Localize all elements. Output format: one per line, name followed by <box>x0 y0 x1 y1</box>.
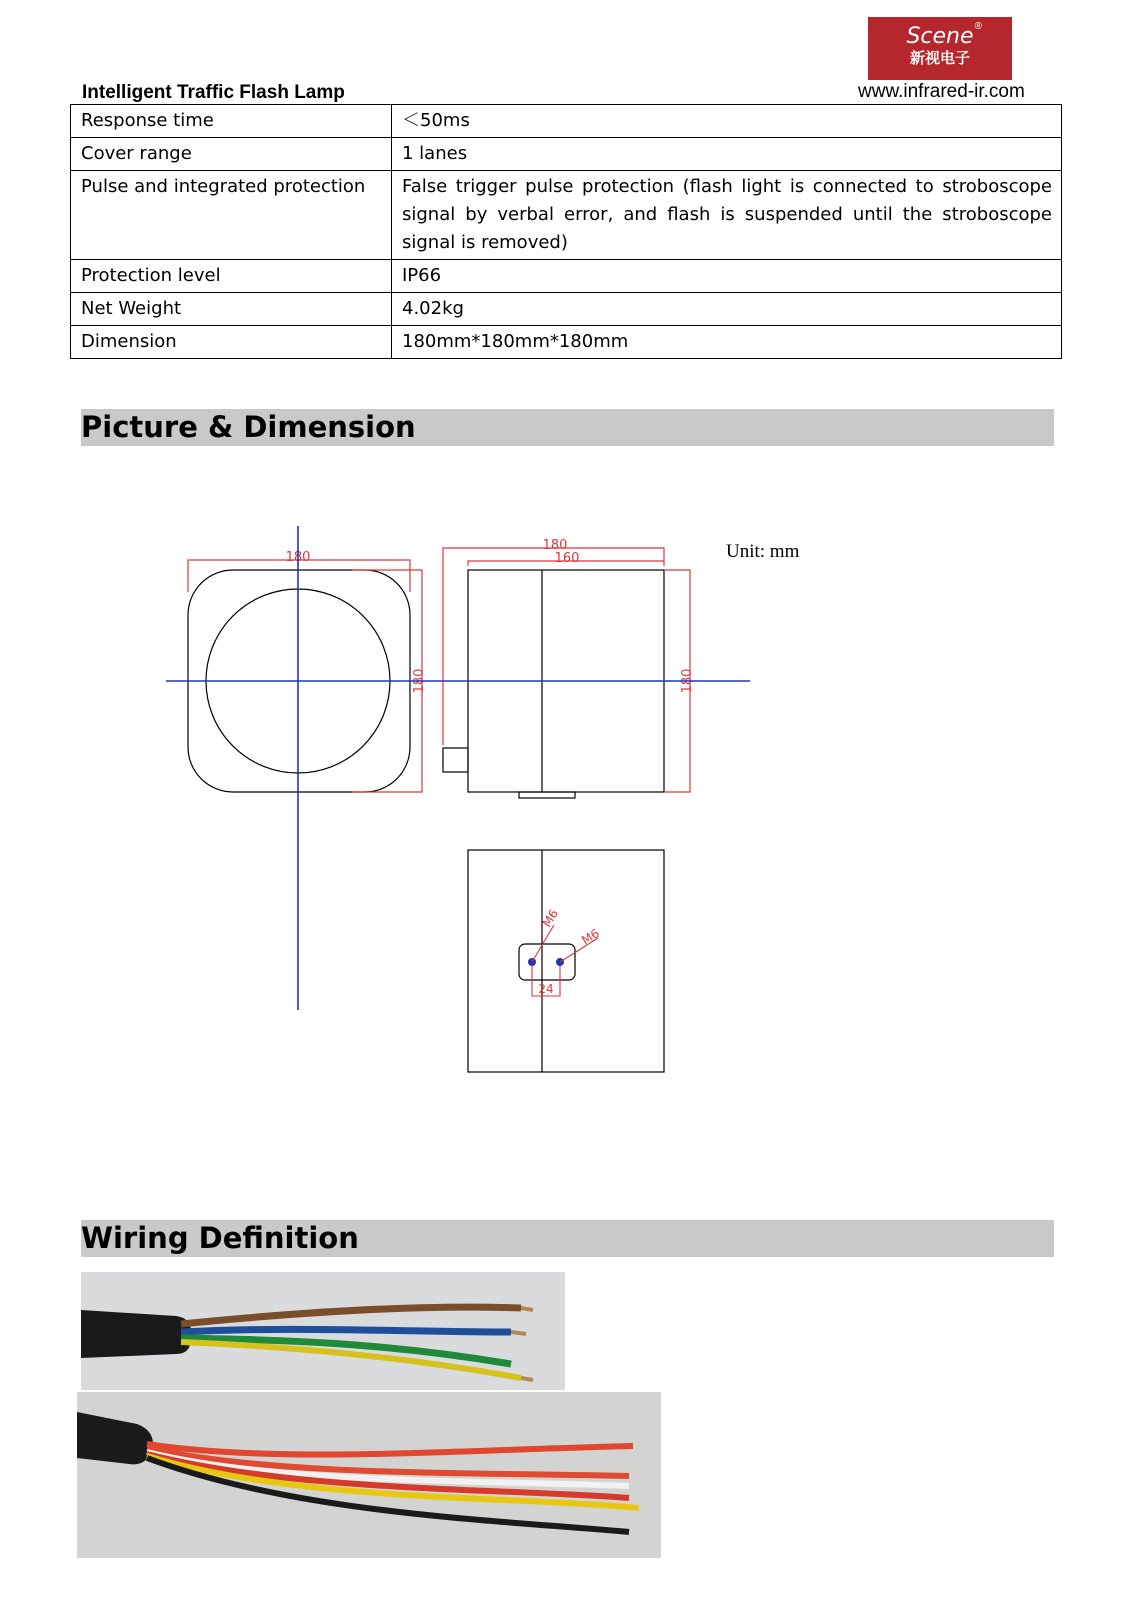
spec-value: 180mm*180mm*180mm <box>392 326 1062 359</box>
side-width-label: 180 <box>542 538 568 553</box>
spec-label: Cover range <box>71 138 392 171</box>
spec-value: 1 lanes <box>392 138 1062 171</box>
table-row <box>71 260 1062 293</box>
front-width-label: 180 <box>285 550 311 565</box>
website-url[interactable]: www.infrared-ir.com <box>858 81 1025 102</box>
section-header-wiring <box>81 1220 1054 1257</box>
document-title: Intelligent Traffic Flash Lamp <box>82 82 345 103</box>
table-row <box>71 138 1062 171</box>
section-header-picture <box>81 409 1054 446</box>
brand-logo <box>868 17 1012 80</box>
side-inner-label: 160 <box>554 551 580 566</box>
side-height-label: 180 <box>680 668 695 694</box>
section-title: Wiring Definition <box>81 1221 359 1255</box>
spec-label: Net Weight <box>71 293 392 326</box>
table-row <box>71 326 1062 359</box>
logo-chinese-text: 新视电子 <box>909 49 970 67</box>
section-title: Picture & Dimension <box>81 410 416 444</box>
hole-spacing-label: 24 <box>538 982 554 996</box>
front-dimension-lines <box>188 560 422 792</box>
center-axes <box>166 526 750 1010</box>
logo-brand-text: Scene <box>906 24 974 49</box>
bolt-left-label: M6 <box>539 906 562 930</box>
spec-value: 4.02kg <box>392 293 1062 326</box>
spec-value: ＜50ms <box>392 105 1062 138</box>
side-dimension-lines <box>443 548 690 792</box>
wire-photo-6-core <box>77 1392 661 1558</box>
registered-mark: ® <box>974 21 982 32</box>
unit-label: Unit: mm <box>726 541 800 562</box>
front-height-label: 180 <box>412 668 427 694</box>
spec-label: Dimension <box>71 326 392 359</box>
spec-label: Protection level <box>71 260 392 293</box>
side-view <box>443 570 664 798</box>
spec-label: Response time <box>71 105 392 138</box>
bottom-view <box>468 850 664 1072</box>
dimension-drawing <box>0 500 820 1080</box>
table-row <box>71 105 1062 138</box>
spec-table <box>70 104 1062 359</box>
bolt-right-label: M6 <box>579 926 602 948</box>
spec-value: IP66 <box>392 260 1062 293</box>
spec-label: Pulse and integrated protection <box>71 171 392 260</box>
table-row <box>71 171 1062 260</box>
table-row <box>71 293 1062 326</box>
spec-value: False trigger pulse protection (flash light is connected to stroboscope signal by verbal error, and flash is suspended until the stroboscope signal is removed) <box>392 171 1062 260</box>
wire-photo-4-core <box>81 1272 565 1390</box>
